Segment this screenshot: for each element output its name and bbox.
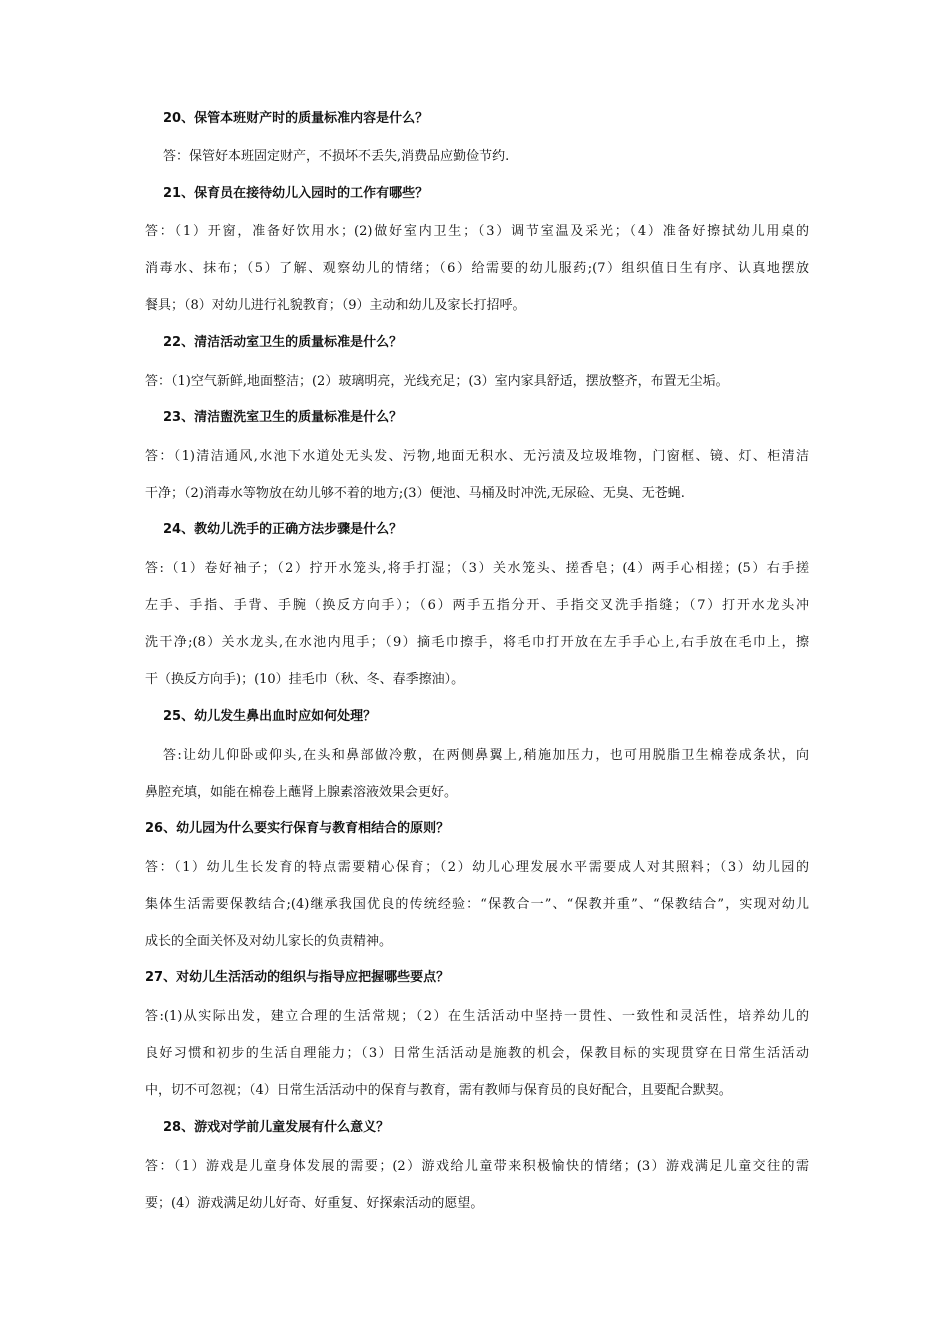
answer-line: 集体生活需要保教结合;(4)继承我国优良的传统经验：“保教合一”、“保教并重”、“保教结合”，实现对幼儿 <box>145 897 809 912</box>
answer-line: 干净；（2)消毒水等物放在幼儿够不着的地方;(3）便池、马桶及时冲洗,无尿硷、无臭、无苍蝇. <box>145 486 685 501</box>
question-28: 28、游戏对学前儿童发展有什么意义？ <box>163 1120 390 1135</box>
answer-line: 中，切不可忽视；（4）日常生活活动中的保育与教育，需有教师与保育员的良好配合，且要配合默契。 <box>145 1083 732 1098</box>
answer-line: 成长的全面关怀及对幼儿家长的负责精神。 <box>145 934 393 949</box>
answer-23 <box>145 438 809 512</box>
answer-21 <box>145 213 809 324</box>
answer-line: 答：（1)空气新鲜,地面整洁；(2）玻璃明亮，光线充足；(3）室内家具舒适，摆放整齐，布置无尘垢。 <box>145 374 729 389</box>
answer-line: 答：（1)清洁通风,水池下水道处无头发、污物,地面无积水、无污渍及垃圾堆物，门窗框、镜、灯、柜清洁 <box>145 449 809 464</box>
answer-26 <box>145 849 809 960</box>
answer-line: 答：（1）游戏是儿童身体发展的需要；(2）游戏给儿童带来积极愉快的情绪；(3）游戏满足儿童交往的需 <box>145 1159 809 1174</box>
question-25: 25、幼儿发生鼻出血时应如何处理？ <box>163 709 377 724</box>
answer-27 <box>145 998 809 1109</box>
answer-line: 答：（1）开窗，准备好饮用水；(2)做好室内卫生；（3）调节室温及采光；（4）准备好擦拭幼儿用桌的 <box>145 224 809 239</box>
answer-line: 良好习惯和初步的生活自理能力；（3）日常生活活动是施教的机会，保教目标的实现贯穿在日常生活活动 <box>145 1046 809 1061</box>
question-22: 22、清洁活动室卫生的质量标准是什么？ <box>163 335 403 350</box>
question-26: 26、幼儿园为什么要实行保育与教育相结合的原则？ <box>145 821 450 836</box>
answer-24 <box>145 550 809 698</box>
answer-line: 要；(4）游戏满足幼儿好奇、好重复、好探索活动的愿望。 <box>145 1196 484 1211</box>
answer-line: 洗干净;(8）关水龙头,在水池内甩手；（9）摘毛巾擦手，将毛巾打开放在左手手心上,右手放在毛巾上，擦 <box>145 635 809 650</box>
question-23: 23、清洁盥洗室卫生的质量标准是什么？ <box>163 410 403 425</box>
question-27: 27、对幼儿生活活动的组织与指导应把握哪些要点？ <box>145 970 450 985</box>
answer-line: 答:(1)从实际出发，建立合理的生活常规；（2）在生活活动中坚持一贯性、一致性和灵活性，培养幼儿的 <box>145 1009 809 1024</box>
answer-line: 干（换反方向手)；(10）挂毛巾（秋、冬、春季擦油）。 <box>145 672 465 687</box>
answer-line: 左手、手指、手背、手腕（换反方向手）；（6）两手五指分开、手指交叉洗手指缝；（7）打开水龙头冲 <box>145 598 809 613</box>
answer-25 <box>145 737 809 811</box>
answer-line: 答:让幼儿仰卧或仰头,在头和鼻部做冷敷，在两侧鼻翼上,稍施加压力，也可用脱脂卫生棉卷成条状，向 <box>163 748 809 763</box>
question-24: 24、教幼儿洗手的正确方法步骤是什么？ <box>163 522 403 537</box>
answer-20 <box>145 138 809 175</box>
answer-line: 消毒水、抹布；（5）了解、观察幼儿的情绪；（6）给需要的幼儿服药;(7）组织值日生有序、认真地摆放 <box>145 261 809 276</box>
answer-line: 鼻腔充填，如能在棉卷上蘸肾上腺素溶液效果会更好。 <box>145 785 458 800</box>
answer-28 <box>145 1148 809 1222</box>
answer-line: 餐具；（8）对幼儿进行礼貌教育；（9）主动和幼儿及家长打招呼。 <box>145 298 526 313</box>
answer-line: 答：（1）幼儿生长发育的特点需要精心保育；（2）幼儿心理发展水平需要成人对其照料；（3）幼儿园的 <box>145 860 809 875</box>
question-21: 21、保育员在接待幼儿入园时的工作有哪些？ <box>163 186 429 201</box>
answer-22 <box>145 363 809 400</box>
answer-line: 答：保管好本班固定财产，不损坏不丢失,消费品应勤俭节约. <box>163 149 510 164</box>
answer-line: 答:（1）卷好袖子；（2）拧开水笼头,将手打湿；（3）关水笼头、搓香皂；(4）两手心相搓；(5）右手搓 <box>145 561 809 576</box>
question-20: 20、保管本班财产时的质量标准内容是什么？ <box>163 111 429 126</box>
